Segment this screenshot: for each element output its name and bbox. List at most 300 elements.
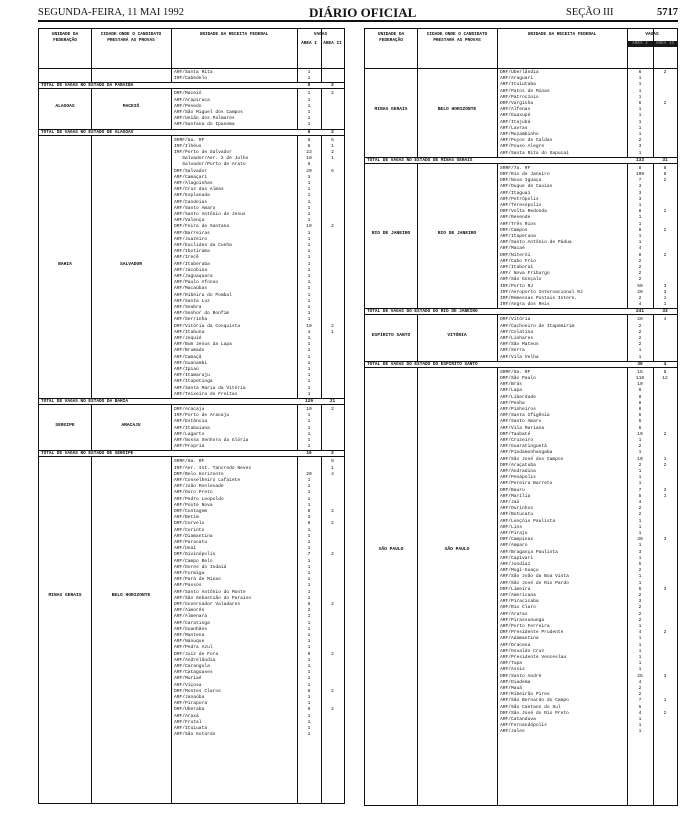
area-i-value: 1	[307, 274, 311, 279]
area-i-value: 2	[638, 462, 642, 468]
area-i-value: 1	[307, 484, 311, 490]
state-name: SERGIPE	[55, 422, 75, 428]
state-name: ESPÍRITO SANTO	[371, 333, 411, 339]
area-ii-value: 6	[331, 168, 334, 174]
area-i-value: 1	[638, 438, 642, 443]
unit-name: ARF/Penápolis	[500, 475, 536, 481]
area-i-value: 3	[638, 549, 642, 555]
area-i-value: 1	[307, 695, 311, 700]
total-label: TOTAL DE VAGAS NO ESTADO DE ALAGOAS	[41, 129, 134, 135]
area-i-value: 1	[307, 645, 311, 651]
unit-name: ARF/São José dos Campos	[500, 456, 564, 462]
header-vagas: VAGAS	[313, 32, 328, 37]
unit-name: DRF/Salvador	[174, 168, 208, 174]
header-title: DIÁRIO OFICIAL	[309, 5, 417, 20]
unit-name: ARF/Andradina	[500, 469, 536, 474]
area-i-value: 8	[638, 252, 642, 258]
unit-name: ARF/Ourinhos	[500, 506, 534, 512]
unit-name: ARF/Macaé	[500, 246, 525, 252]
unit-name: IRF/Porto de Salvador	[174, 150, 232, 155]
area-ii-value: 1	[331, 465, 334, 471]
area-i-value: 1	[638, 88, 642, 94]
unit-name: ARF/Assis	[500, 667, 525, 673]
unit-name: ARF/São Mateus	[500, 342, 539, 348]
unit-name: ARF/Itabuna	[174, 329, 205, 335]
area-ii-value: 6	[331, 137, 334, 143]
area-i-value: 1	[307, 533, 311, 539]
area-i-value: 1	[638, 125, 642, 131]
area-i-value: 1	[307, 243, 311, 248]
unit-name: ARF/Pirapora	[174, 701, 208, 707]
area-i-value: 1	[307, 110, 311, 115]
unit-name: ARF/São Gotardo	[174, 732, 216, 738]
unit-name: ARF/Almenara	[174, 614, 208, 620]
total-label: TOTAL DE VAGAS NO ESTADO DA PARAIBA	[41, 83, 134, 89]
area-i-value: 1	[638, 717, 642, 722]
table-row	[39, 732, 344, 738]
unit-name: ARF/Nanuque	[174, 639, 205, 645]
header-date: SEGUNDA-FEIRA, 11 MAI 1992	[38, 7, 185, 18]
area-ii-value: 8	[663, 369, 667, 375]
unit-name: SRRF/7a. RF	[500, 165, 531, 171]
area-i-value: 8	[638, 394, 642, 400]
unit-name: DRF/Governador Valadares	[174, 602, 241, 607]
total-area-ii: 2	[331, 451, 334, 457]
area-ii-value: 2	[331, 707, 334, 713]
unit-name: ARF/Patrocínio	[500, 94, 539, 100]
unit-name: ARF/Guanhães	[174, 626, 208, 632]
area-i-value: 1	[307, 311, 311, 317]
area-i-value: 1	[307, 444, 311, 450]
area-i-value: 1	[307, 218, 311, 224]
area-i-value: 1	[638, 76, 642, 82]
area-i-value: 2	[638, 336, 642, 341]
area-i-value: 10	[306, 323, 312, 329]
unit-name: ARF/Brumado	[174, 348, 205, 354]
area-ii-value: 2	[331, 509, 334, 514]
total-area-i: 133	[636, 157, 644, 163]
unit-name: ARF/Araguari	[500, 76, 534, 82]
unit-name: ARF/Pinheiros	[500, 407, 536, 412]
unit-name: DRF/São José do Rio Preto	[500, 710, 569, 716]
unit-name: ARF/São João da Boa Vista	[500, 574, 569, 580]
area-i-value: 1	[638, 132, 642, 137]
unit-name: DRF/Varginha	[500, 101, 534, 106]
unit-name: DRF/Vitória da Conquista	[174, 323, 241, 329]
unit-name: ARF/Jaguaquara	[174, 274, 213, 279]
area-ii-value: 2	[331, 91, 334, 97]
area-ii-value: 1	[663, 698, 667, 704]
area-ii-value: 8	[663, 172, 667, 177]
unit-name: DRF/Uberlândia	[500, 70, 539, 75]
unit-name: IRF/Porto de Aracaju	[174, 413, 230, 419]
area-i-value: 1	[638, 543, 642, 549]
area-i-value: 2	[638, 277, 642, 283]
area-i-value: 1	[638, 119, 642, 125]
unit-name: ARF/Itaguaí	[500, 190, 531, 196]
city-name: RIO DE JANEIRO	[437, 231, 477, 237]
area-i-value: 1	[307, 261, 311, 267]
state-total-row	[39, 450, 344, 457]
area-i-value: 4	[638, 246, 642, 252]
unit-name: ARF/Itaboraí	[500, 265, 534, 270]
unit-name: ARF/Paulo Afonso	[174, 280, 219, 286]
area-i-value: 2	[638, 506, 642, 512]
area-i-value: 100	[635, 172, 645, 177]
area-i-value: 1	[638, 518, 642, 524]
area-i-value: 1	[638, 348, 642, 354]
unit-name: ARF/Serra	[500, 348, 525, 354]
area-i-value: 1	[307, 527, 311, 533]
area-ii-value: 1	[663, 456, 667, 462]
area-i-value: 1	[307, 354, 311, 360]
unit-name: ARF/Catanduva	[500, 717, 536, 722]
area-i-value: 5	[638, 493, 642, 499]
area-i-value: 2	[638, 271, 642, 277]
area-i-value: 8	[307, 509, 311, 514]
unit-name: ARF/Caratinga	[174, 620, 210, 626]
area-ii-value: 2	[331, 602, 334, 607]
unit-name: ARF/João Monlevade	[174, 484, 224, 490]
area-i-value: 1	[307, 682, 311, 688]
unit-name: ARF/Cruz das Almas	[174, 187, 224, 193]
unit-name: ARF/Frutal	[174, 719, 202, 725]
area-i-value: 30	[637, 537, 643, 543]
area-i-value: 20	[637, 289, 643, 295]
area-ii-value: 2	[331, 521, 334, 527]
header-section: SEÇÃO III	[566, 7, 614, 18]
area-i-value: 8	[638, 400, 642, 406]
left-table	[38, 28, 345, 804]
area-ii-value: 2	[331, 224, 334, 230]
area-i-value: 1	[307, 726, 311, 731]
unit-name: ARF/Itaperuna	[500, 234, 536, 239]
area-i-value: 3	[638, 196, 642, 202]
unit-name: ARF/Dracena	[500, 642, 531, 648]
area-i-value: 1	[307, 413, 311, 419]
unit-name: ARF/Lapa	[500, 388, 523, 394]
unit-name: ARF/Resende	[500, 215, 531, 221]
total-label: TOTAL DE VAGAS DO ESTADO DO RIO DE JANEIRO	[367, 309, 478, 315]
area-i-value: 1	[638, 240, 642, 246]
area-i-value: 1	[307, 664, 311, 669]
area-ii-value: 2	[331, 407, 334, 412]
area-i-value: 1	[638, 234, 642, 239]
unit-name: ARF/Pirassununga	[500, 617, 545, 623]
area-i-value: 1	[307, 236, 311, 242]
unit-name: ARF/Candeias	[174, 199, 208, 205]
area-i-value: 1	[638, 354, 642, 360]
unit-name: DRF/Curvelo	[174, 521, 205, 527]
unit-name: ARF/Santa Luz	[174, 298, 210, 304]
header-unidade-receita: UNIDADE DA RECEITA FEDERAL	[527, 32, 597, 37]
total-area-ii: 4	[663, 361, 667, 367]
area-i-value: 7	[638, 698, 642, 704]
unit-name: ARF/Vila Mariana	[500, 425, 545, 431]
unit-name: DRF/Niterói	[500, 252, 531, 258]
area-i-value: 20	[306, 471, 312, 477]
unit-name: ARF/Três Rios	[500, 221, 536, 227]
unit-name: ARF/Santa Rita	[174, 70, 213, 75]
unit-name: ARF/Ituiuata	[174, 726, 208, 731]
unit-name: ARF/Piraju	[500, 531, 528, 536]
unit-name: ARF/Santa Maria da Vitória	[174, 385, 246, 391]
unit-name: SRRF/6a. RF	[174, 459, 205, 465]
unit-name: ARF/Andrelândia	[174, 657, 216, 663]
unit-name: IRF/Aer. Int. Tancredo Neves	[174, 465, 252, 471]
area-i-value: 1	[307, 431, 311, 437]
unit-name: ARF/Ibotirama	[174, 249, 210, 255]
unit-name: ARF/Pedro Leopoldo	[174, 496, 224, 502]
area-i-value: 1	[638, 580, 642, 586]
unit-name: ARF/Cachoeiro de Itapemirim	[500, 323, 575, 329]
header-unidade-federacao: UNIDADE DA FEDERAÇÃO	[377, 32, 405, 43]
unit-name: DRF/Presidente Prudente	[500, 630, 564, 636]
area-i-value: 3	[638, 599, 642, 605]
area-ii-value: 4	[331, 471, 334, 477]
area-i-value: 1	[307, 564, 311, 570]
area-i-value: 1	[307, 199, 311, 205]
area-i-value: 110	[635, 376, 645, 381]
unit-name: ARF/Pedra Azul	[174, 645, 213, 651]
area-i-value: 2	[638, 138, 642, 144]
area-i-value: 2	[638, 329, 642, 335]
unit-name: ARF/Seabra	[174, 305, 202, 310]
unit-name: DRF/Santo André	[500, 673, 542, 679]
unit-name: ARF/Muzambinho	[500, 132, 539, 137]
unit-name: DRF/Rio de Janeiro	[500, 172, 550, 177]
area-i-value: 6	[638, 388, 642, 394]
area-i-value: 1	[307, 438, 311, 443]
unit-name: Salvador/Porto de Aratu	[174, 162, 246, 168]
area-i-value: 1	[307, 212, 311, 217]
unit-name: ARF/Itabaiana	[174, 425, 210, 431]
unit-name: ARF/Conselheiro Lafaiete	[174, 478, 241, 483]
unit-name: DRF/Uberaba	[174, 707, 205, 713]
unit-name: ARF/São José do Rio Pardo	[500, 580, 569, 586]
unit-name: ARF/Tupa	[500, 661, 523, 667]
unit-name: DRF/Bauru	[500, 487, 525, 493]
area-i-value: 6	[307, 651, 311, 657]
area-ii-value: 2	[331, 150, 334, 155]
unit-name: ARF/Santo Antônio do Monte	[174, 589, 246, 595]
total-area-i: 241	[636, 309, 644, 315]
header-cidade: CIDADE ONDE O CANDIDATO PRESTARÁ AS PROVAS	[100, 32, 162, 43]
area-i-value: 1	[638, 531, 642, 536]
area-ii-value: 2	[663, 227, 667, 233]
unit-name: ARF/Adamantina	[500, 636, 539, 642]
area-ii-value: 2	[331, 651, 334, 657]
area-i-value: 1	[307, 360, 311, 366]
unit-name: ARF/Mauá	[500, 686, 523, 691]
area-i-value: 1	[307, 286, 311, 292]
area-i-value: 1	[638, 655, 642, 660]
area-i-value: 1	[307, 336, 311, 341]
header-page-number: 5717	[657, 7, 678, 18]
unit-name: ARF/Petrópolis	[500, 196, 539, 202]
area-ii-value: 12	[662, 376, 668, 381]
area-i-value: 1	[638, 636, 642, 642]
unit-name: ARF/Pindamonhangaba	[500, 450, 553, 456]
area-i-value: 2	[638, 342, 642, 348]
area-ii-value: 3	[663, 289, 667, 295]
unit-name: ARF/Jundiaí	[500, 562, 531, 567]
unit-name: ARF/Pouso Alegre	[500, 144, 545, 150]
area-i-value: 1	[307, 305, 311, 310]
unit-name: ARF/Ituiutaba	[500, 82, 536, 88]
unit-name: ARF/Itamaraju	[174, 373, 210, 379]
area-i-value: 1	[307, 255, 311, 261]
area-ii-value: 1	[331, 329, 334, 335]
unit-name: ARF/Propriá	[174, 444, 205, 450]
total-area-i: 129	[305, 399, 313, 404]
city-name: ARACAJU	[121, 422, 141, 428]
area-ii-value: 1	[663, 493, 667, 499]
unit-name: ARF/Capivari	[500, 555, 534, 561]
unit-name: ARF/Lins	[500, 524, 523, 530]
unit-name: ARF/Piracicaba	[500, 599, 539, 605]
area-i-value: 4	[638, 679, 642, 685]
unit-name: IRF/Angra dos Reis	[500, 302, 550, 308]
area-i-value: 1	[307, 181, 311, 186]
state-total-row	[39, 82, 344, 89]
unit-name: ARF/Lavras	[500, 125, 528, 131]
unit-name: ARF/Pereira Barreto	[500, 481, 553, 487]
area-i-value: 25	[637, 673, 643, 679]
unit-name: ARF/Americana	[500, 593, 536, 598]
city-name: SALVADOR	[119, 261, 143, 267]
area-i-value: 6	[307, 143, 311, 149]
area-i-value: 1	[307, 91, 311, 97]
unit-name: DRF/Aracaju	[174, 407, 205, 412]
area-i-value: 1	[638, 203, 642, 208]
unit-name: ARF/Nossa Senhora da Glória	[174, 438, 249, 443]
unit-name: ARF/São Miguel dos Campos	[174, 110, 243, 115]
area-i-value: 1	[638, 661, 642, 667]
area-i-value: 1	[307, 633, 311, 638]
area-ii-value: 2	[663, 101, 667, 106]
area-i-value: 3	[307, 174, 311, 180]
area-i-value: 10	[637, 382, 643, 388]
unit-name: ARF/Macaúbas	[174, 286, 208, 292]
unit-name: ARF/Ouro Preto	[174, 490, 213, 496]
unit-name: ARF/Senhor do Bonfim	[174, 311, 230, 317]
total-area-ii: 21	[329, 399, 336, 404]
area-i-value: 1	[307, 187, 311, 193]
unit-name: ARF/Ponte Nova	[174, 502, 213, 508]
unit-name: ARF/Santana do Ipanema	[174, 122, 235, 128]
area-i-value: 6	[638, 101, 642, 106]
area-i-value: 1	[638, 107, 642, 113]
unit-name: ARF/Formiga	[174, 571, 205, 576]
area-i-value: 15	[637, 369, 643, 375]
area-ii-value: 1	[663, 302, 667, 308]
state-total-row	[365, 361, 677, 368]
area-ii-value: 1	[331, 156, 334, 162]
area-i-value: 1	[307, 676, 311, 682]
area-i-value: 1	[307, 620, 311, 626]
table-row	[365, 729, 677, 735]
unit-name: ARF/Osvaldo Cruz	[500, 648, 545, 654]
area-i-value: 1	[307, 70, 311, 75]
area-i-value: 3	[638, 144, 642, 150]
state-name: ALAGOAS	[55, 104, 75, 109]
area-i-value: 1	[307, 122, 311, 128]
area-i-value: 4	[638, 630, 642, 636]
unit-name: ARF/Valença	[174, 218, 205, 224]
area-i-value: 5	[307, 137, 311, 143]
area-i-value: 10	[637, 431, 643, 437]
area-i-value: 1	[307, 577, 311, 583]
unit-name: ARF/Itajubá	[500, 119, 531, 125]
unit-name: ARF/Santo Amaro	[174, 205, 216, 211]
unit-name: ARF/Brás	[500, 382, 523, 388]
area-ii-value: 3	[663, 673, 667, 679]
area-i-value: 1	[307, 657, 311, 663]
column-header	[39, 29, 344, 69]
area-i-value: 2	[638, 444, 642, 450]
total-label: TOTAL DE VAGAS NO ESTADO DA BAHIA	[41, 399, 128, 404]
unit-name: ARF/Guaxupé	[500, 113, 531, 119]
area-ii-value: 2	[331, 552, 334, 558]
area-i-value: 1	[638, 648, 642, 654]
total-area-ii: 33	[662, 309, 668, 315]
header-area-ii: ÁREA II	[323, 41, 342, 46]
area-i-value: 10	[306, 224, 312, 230]
area-i-value: 1	[638, 475, 642, 481]
area-i-value: 8	[638, 407, 642, 412]
unit-name: ARF/Itaberaba	[174, 261, 210, 267]
state-name: RIO DE JANEIRO	[371, 231, 411, 237]
unit-name: ARF/Guaratinguetá	[500, 444, 547, 450]
unit-name: ARF/Jequié	[174, 336, 202, 341]
area-i-value: 7	[638, 178, 642, 184]
area-i-value: 1	[307, 205, 311, 211]
unit-name: DRF/São Paulo	[500, 376, 536, 381]
area-i-value: 1	[307, 391, 311, 397]
area-ii-value: 1	[331, 143, 334, 149]
area-i-value: 1	[307, 317, 311, 323]
area-ii-value: 3	[663, 586, 667, 592]
area-i-value: 1	[638, 113, 642, 119]
unit-name: SRRF/5a. RF	[174, 137, 205, 143]
area-i-value: 8	[638, 209, 642, 215]
unit-name: ARF/Marília	[500, 493, 531, 499]
area-i-value: 1	[307, 116, 311, 122]
unit-name: ARF/Aimorés	[174, 608, 205, 614]
column-header	[365, 29, 677, 69]
unit-name: ARF/Dores do Indaiá	[174, 564, 227, 570]
area-i-value: 1	[307, 267, 311, 273]
area-ii-value: 2	[663, 70, 667, 75]
area-i-value: 2	[638, 323, 642, 329]
area-i-value: 1	[638, 667, 642, 673]
page-header	[38, 6, 678, 22]
area-i-value: 1	[307, 595, 311, 601]
unit-name: ARF/Poços de Caldas	[500, 138, 553, 144]
unit-name: DRF/Contagem	[174, 509, 208, 514]
unit-name: ARF/Ipiaú	[174, 367, 199, 372]
unit-name: ARF/Lençóis Paulista	[500, 518, 556, 524]
unit-name: ARF/Estância	[174, 419, 208, 425]
area-i-value: 6	[638, 586, 642, 592]
total-area-i: 16	[306, 451, 312, 457]
area-i-value: 3	[307, 515, 311, 521]
area-i-value: 3	[638, 190, 642, 196]
unit-name: IRF/Porto RJ	[500, 283, 534, 289]
unit-name: ARF/Diadema	[500, 679, 531, 685]
area-i-value: 1	[638, 624, 642, 629]
